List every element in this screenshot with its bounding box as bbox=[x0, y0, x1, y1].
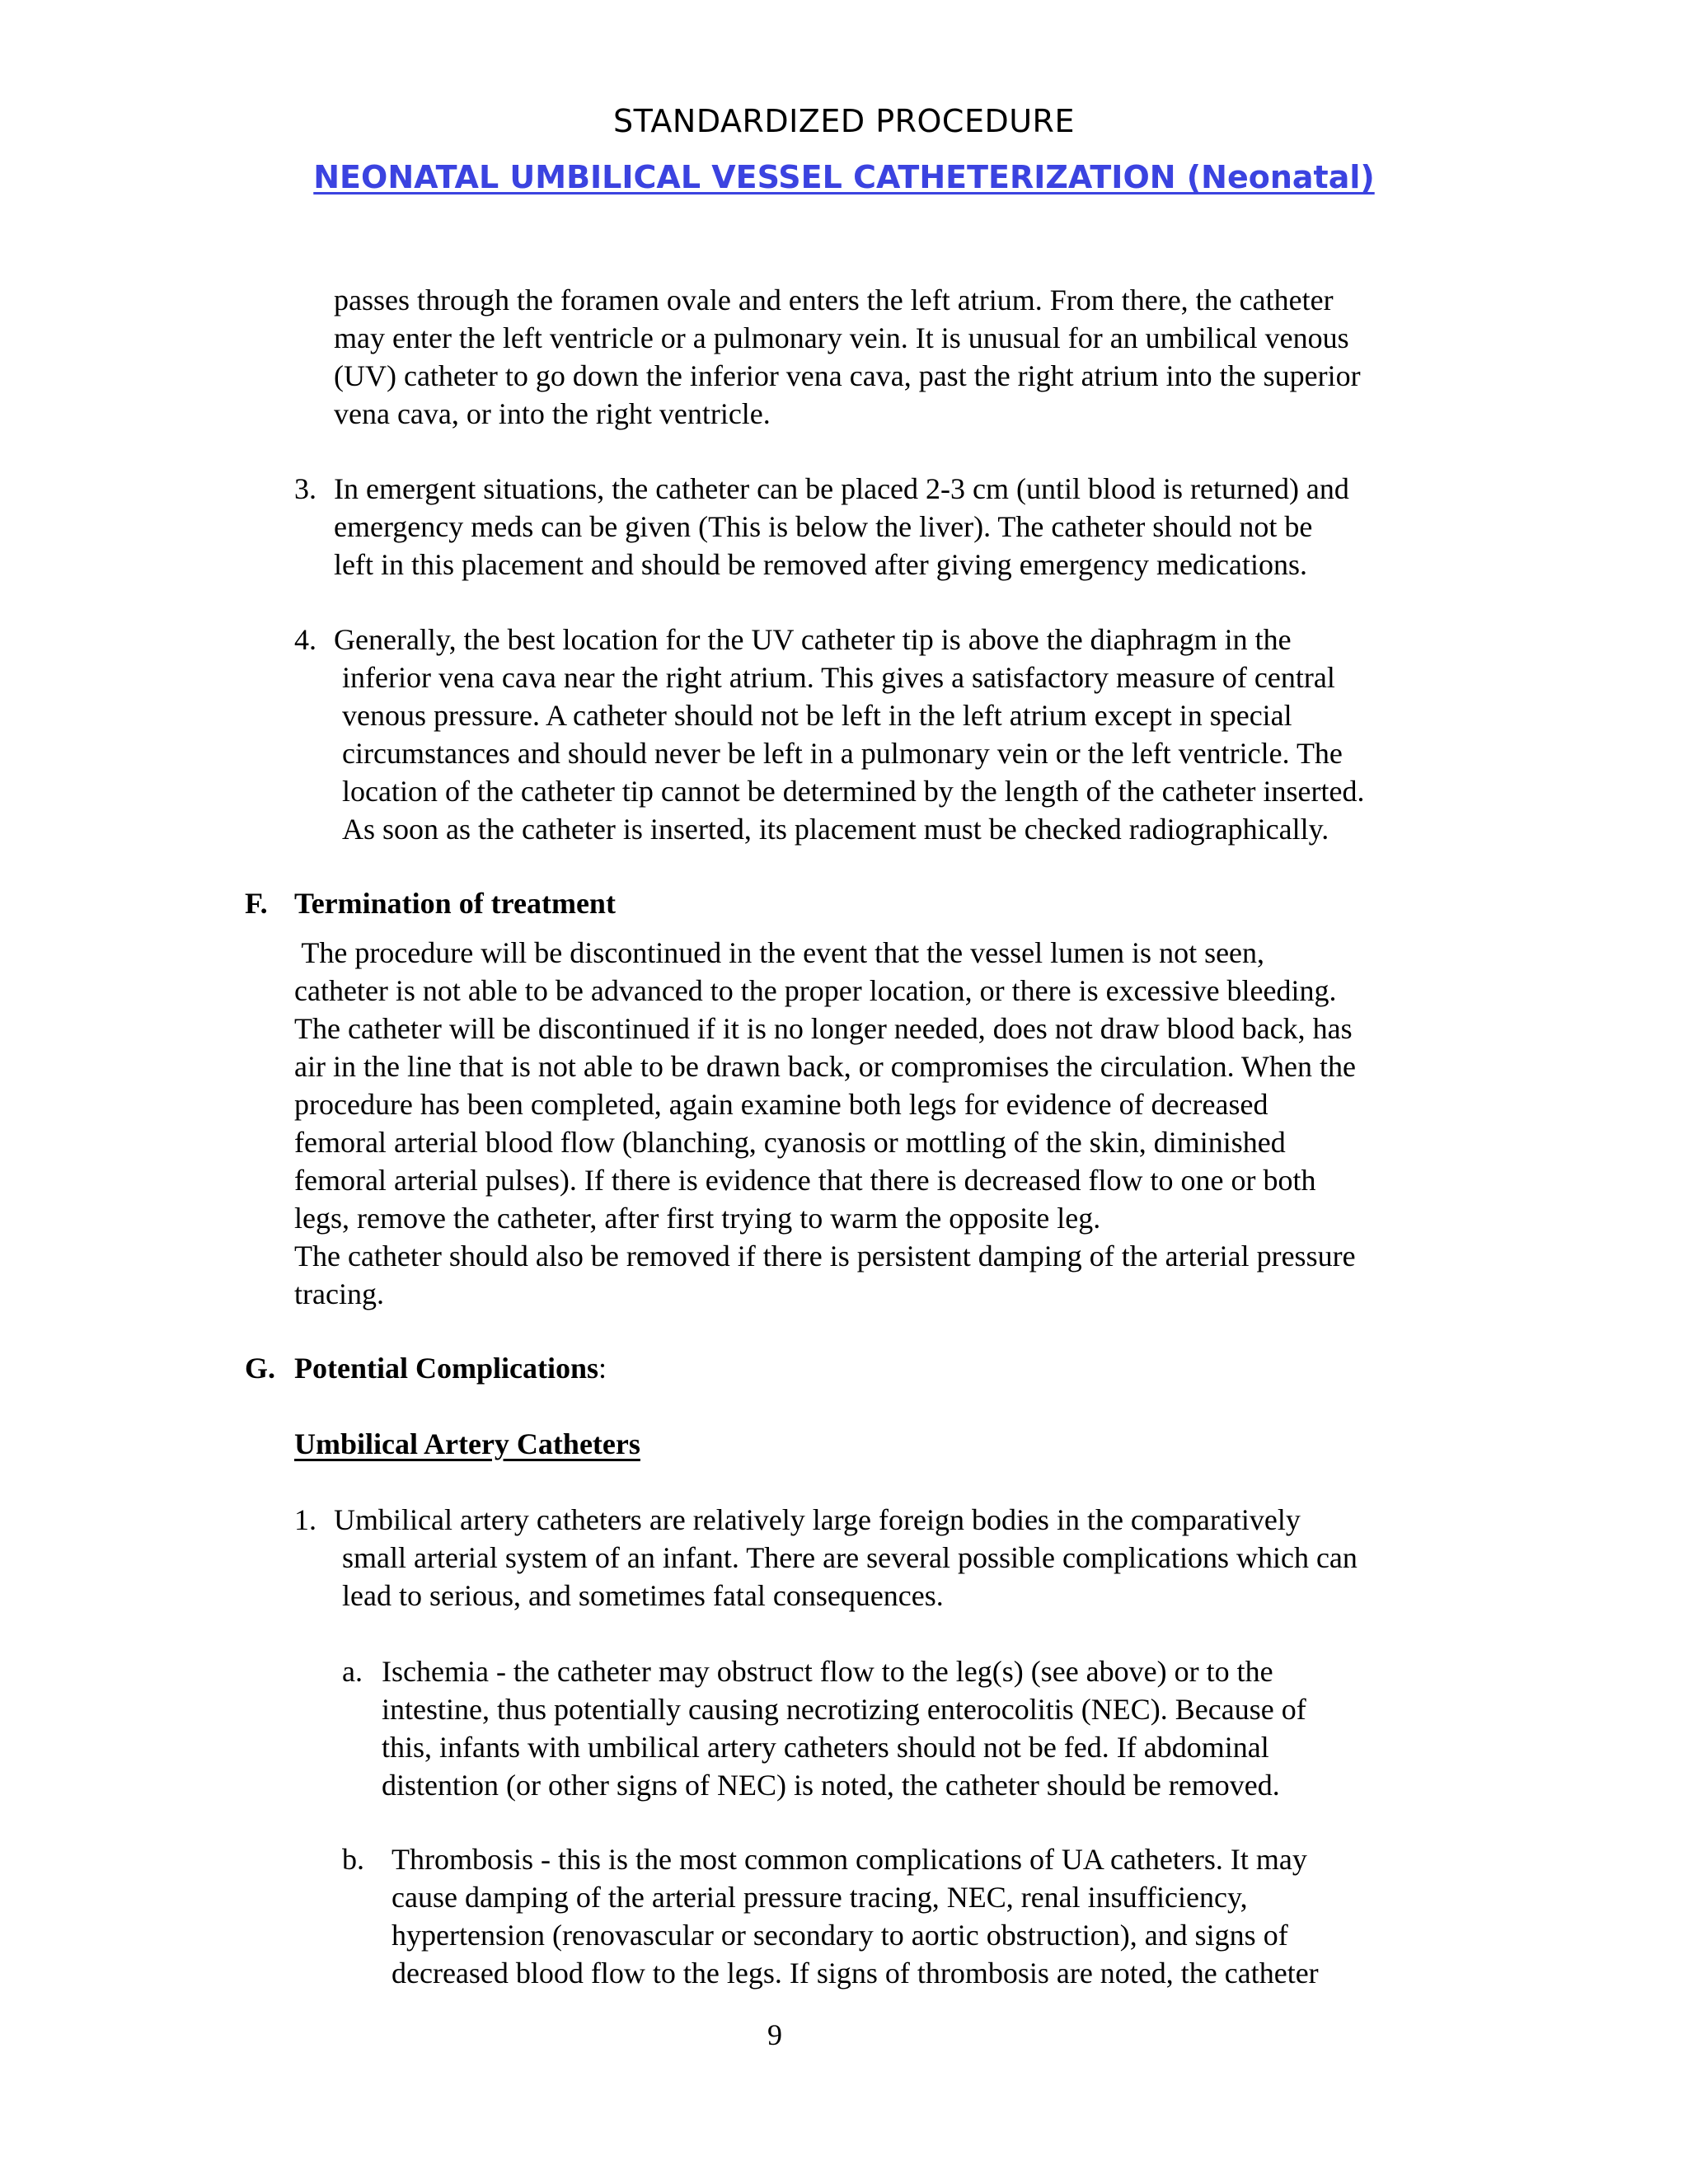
list-item-4-first-line bbox=[334, 621, 1292, 658]
text-line: air in the line that is not able to be drawn back, or compromises the circulation. When the bbox=[294, 1050, 1356, 1083]
section-heading: Termination of treatment bbox=[294, 887, 616, 920]
termination-paragraph bbox=[294, 934, 1356, 1313]
text-line: femoral arterial blood flow (blanching, cyanosis or mottling of the skin, diminished bbox=[294, 1126, 1286, 1159]
text-line: venous pressure. A catheter should not be left in the left atrium except in special bbox=[342, 699, 1292, 732]
text-line: lead to serious, and sometimes fatal consequences. bbox=[342, 1579, 944, 1612]
text-line: Thrombosis - this is the most common complications of UA catheters. It may bbox=[392, 1843, 1307, 1876]
list-item-a bbox=[382, 1652, 1306, 1804]
section-letter: G. bbox=[245, 1352, 276, 1385]
text-line: small arterial system of an infant. There are several possible complications which can bbox=[342, 1541, 1357, 1574]
text-line: (UV) catheter to go down the inferior vena cava, past the right atrium into the superior bbox=[334, 359, 1361, 392]
page-number: 9 bbox=[767, 2018, 782, 2051]
list-letter: b. bbox=[342, 1843, 364, 1876]
list-item-1-body bbox=[342, 1539, 1357, 1615]
text-line: legs, remove the catheter, after first trying to warm the opposite leg. bbox=[294, 1202, 1101, 1235]
text-line: circumstances and should never be left in a pulmonary vein or the left ventricle. The bbox=[342, 737, 1343, 770]
document-title: STANDARDIZED PROCEDURE bbox=[613, 103, 1075, 139]
list-number: 4. bbox=[294, 623, 316, 656]
text-line: distention (or other signs of NEC) is noted, the catheter should be removed. bbox=[382, 1769, 1280, 1802]
text-line: decreased blood flow to the legs. If signs of thrombosis are noted, the catheter bbox=[392, 1957, 1319, 1990]
list-item-3 bbox=[334, 470, 1349, 583]
section-letter: F. bbox=[245, 887, 268, 920]
list-letter: a. bbox=[342, 1655, 363, 1688]
heading-colon: : bbox=[598, 1352, 607, 1385]
text-line: Generally, the best location for the UV catheter tip is above the diaphragm in the bbox=[334, 623, 1292, 656]
text-line: inferior vena cava near the right atrium. This gives a satisfactory measure of central bbox=[342, 661, 1335, 694]
list-number: 3. bbox=[294, 472, 316, 505]
text-line: left in this placement and should be removed after giving emergency medications. bbox=[334, 548, 1307, 581]
list-number: 1. bbox=[294, 1503, 316, 1536]
text-line: vena cava, or into the right ventricle. bbox=[334, 397, 771, 430]
list-item-4-body bbox=[342, 658, 1365, 848]
document-subtitle-link[interactable]: NEONATAL UMBILICAL VESSEL CATHETERIZATION (Neonatal) bbox=[313, 159, 1375, 195]
text-line: The catheter will be discontinued if it is no longer needed, does not draw blood back, has bbox=[294, 1012, 1353, 1045]
text-line: cause damping of the arterial pressure tracing, NEC, renal insufficiency, bbox=[392, 1881, 1248, 1914]
text-line: this, infants with umbilical artery catheters should not be fed. If abdominal bbox=[382, 1731, 1269, 1764]
subsection-heading: Umbilical Artery Catheters bbox=[294, 1427, 640, 1460]
text-line: emergency meds can be given (This is below the liver). The catheter should not be bbox=[334, 510, 1313, 543]
text-line: catheter is not able to be advanced to the proper location, or there is excessive bleeding. bbox=[294, 974, 1337, 1007]
text-line: tracing. bbox=[294, 1277, 384, 1310]
continuation-paragraph bbox=[334, 281, 1361, 433]
list-item-b bbox=[392, 1840, 1319, 1992]
text-line: As soon as the catheter is inserted, its placement must be checked radiographically. bbox=[342, 813, 1329, 846]
text-line: passes through the foramen ovale and enters the left atrium. From there, the catheter bbox=[334, 284, 1334, 316]
text-line: hypertension (renovascular or secondary to aortic obstruction), and signs of bbox=[392, 1919, 1288, 1952]
text-line: intestine, thus potentially causing necrotizing enterocolitis (NEC). Because of bbox=[382, 1693, 1306, 1726]
text-line: procedure has been completed, again examine both legs for evidence of decreased bbox=[294, 1088, 1268, 1121]
text-line: In emergent situations, the catheter can be placed 2-3 cm (until blood is returned) and bbox=[334, 472, 1349, 505]
text-line: Umbilical artery catheters are relatively large foreign bodies in the comparatively bbox=[334, 1503, 1301, 1536]
text-line: The catheter should also be removed if there is persistent damping of the arterial pressure bbox=[294, 1240, 1356, 1272]
text-line: may enter the left ventricle or a pulmonary vein. It is unusual for an umbilical venous bbox=[334, 321, 1349, 354]
section-heading: Potential Complications bbox=[294, 1352, 598, 1385]
section-heading-line bbox=[294, 1349, 607, 1387]
text-line: The procedure will be discontinued in the event that the vessel lumen is not seen, bbox=[294, 936, 1265, 969]
text-line: Ischemia - the catheter may obstruct flow to the leg(s) (see above) or to the bbox=[382, 1655, 1273, 1688]
list-item-1-first-line bbox=[334, 1501, 1301, 1539]
text-line: femoral arterial pulses). If there is evidence that there is decreased flow to one or both bbox=[294, 1164, 1316, 1197]
text-line: location of the catheter tip cannot be determined by the length of the catheter inserted. bbox=[342, 775, 1365, 808]
